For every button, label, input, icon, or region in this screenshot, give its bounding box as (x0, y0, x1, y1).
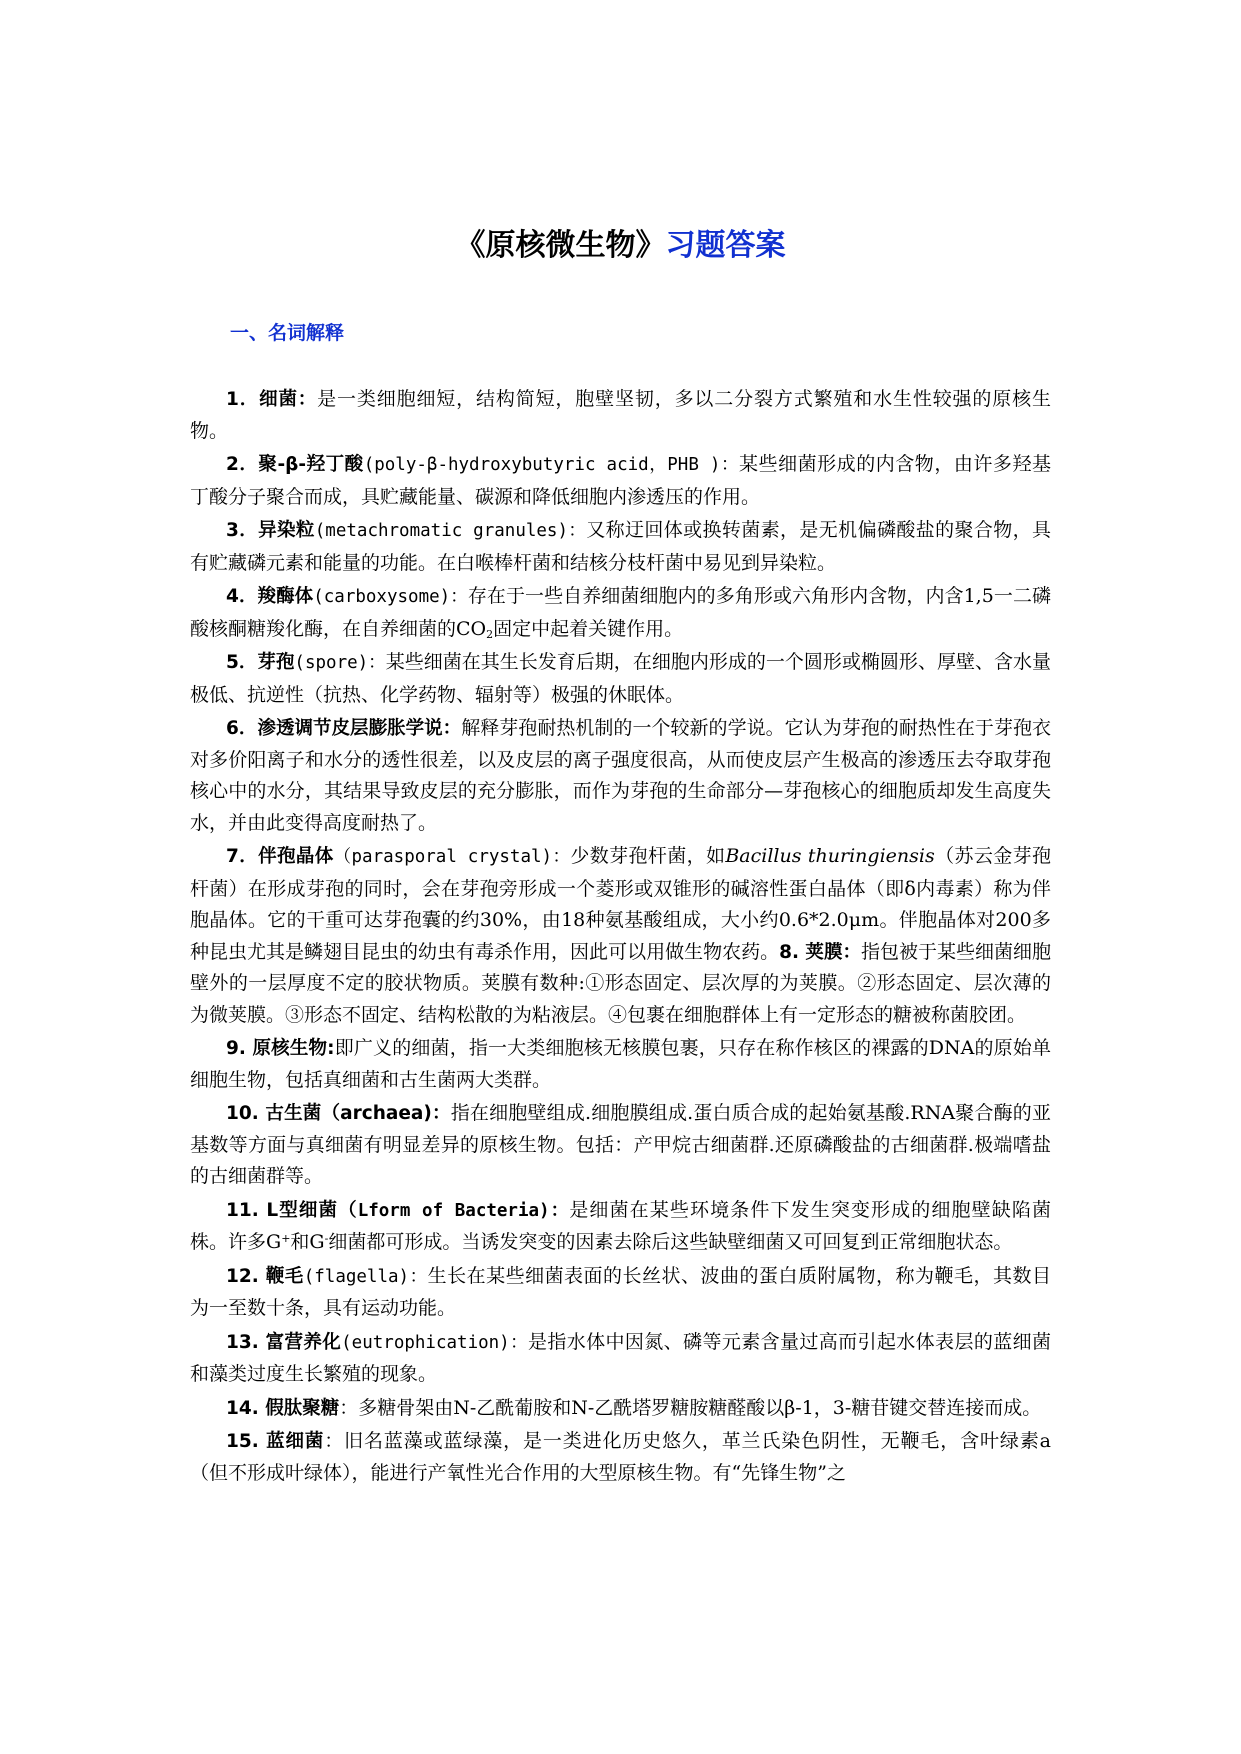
definition-term: 14. 假肽聚糖 (226, 1397, 340, 1419)
definition-term: 8. 荚膜： (779, 941, 861, 963)
definition-term: 11. L型细菌（ (226, 1199, 358, 1221)
definition-body-cont: （苏云金芽孢杆菌）在形成芽孢的同时，会在芽孢旁形成一个菱形或双锥形的碱溶性蛋白晶体（即δ内毒素）称为伴胞晶体。它的干重可达芽孢囊的约30%，由18种氨基酸组成，大小约0.6*2.0μm。伴胞晶体对200多种昆虫尤其是鳞翅目昆虫的幼虫有毒杀作用，因此可以用做生物农药。 (190, 845, 1051, 963)
definition-body: 某些细菌在其生长发育后期，在细胞内形成的一个圆形或椭圆形、厚壁、含水量极低、抗逆性（抗热、化学药物、辐射等）极强的休眠体。 (190, 651, 1051, 706)
definition-english: （parasporal crystal)： (333, 847, 571, 867)
definition-body: 是一类细胞细短，结构简短，胞壁坚韧，多以二分裂方式繁殖和水生性较强的原核生物。 (190, 388, 1051, 442)
definition-term: 6．渗透调节皮层膨胀学说： (226, 718, 462, 739)
definition-body-cont: 指包被于某些细菌细胞壁外的一层厚度不定的胶状物质。荚膜有数种:①形态固定、层次厚的为荚膜。②形态固定、层次薄的为微荚膜。③形态不固定、结构松散的为粘液层。④包裹在细胞群体上有一定形态的糖被称菌胶团。 (190, 940, 1051, 1026)
definition-item (190, 1098, 1051, 1193)
definition-body: 某些细菌形成的内含物，由许多羟基丁酸分子聚合而成，具贮藏能量、碳源和降低细胞内渗透压的作用。 (190, 453, 1051, 508)
definition-item (190, 515, 1051, 579)
definition-term: 1．细菌： (226, 389, 318, 410)
definition-body: 是细菌在某些环境条件下发生突变形成的细胞壁缺陷菌株。许多G (190, 1198, 1051, 1253)
latin-name: Bacillus thuringiensis (725, 845, 935, 867)
definition-body-cont: 和G (290, 1231, 325, 1253)
definition-english: (metachromatic granules)： (314, 521, 587, 541)
definition-body: 存在于一些自养细菌细胞内的多角形或六角形内含物，内含1,5一二磷酸核酮糖羧化酶，在自养细菌的CO (190, 585, 1052, 640)
definition-english: (carboxysome)： (313, 587, 468, 607)
definition-term: 4．羧酶体 (226, 586, 314, 607)
definition-item (190, 647, 1051, 711)
definition-item (190, 1393, 1051, 1425)
title-part-black: 《原核微生物》 (455, 228, 666, 263)
definition-body-cont: 细菌都可形成。当诱发突变的因素去除后这些缺壁细菌又可回复到正常细胞状态。 (328, 1231, 1013, 1253)
definition-item (190, 384, 1051, 447)
definition-body: ：多糖骨架由N-乙酰葡胺和N-乙酰塔罗糖胺糖醛酸以β-1，3-糖苷键交替连接而成。 (339, 1396, 1042, 1419)
definition-term: 12. 鞭毛 (226, 1265, 304, 1287)
definition-term: 7．伴孢晶体 (226, 846, 334, 867)
definition-term: 2．聚-β-羟丁酸 (226, 454, 364, 475)
definition-body: 解释芽孢耐热机制的一个较新的学说。它认为芽孢的耐热性在于芽孢衣对多价阳离子和水分的透性很差，以及皮层的离子强度很高，从而使皮层产生极高的渗透压去夺取芽孢核心中的水分，其结果导致皮层的充分膨胀，而作为芽孢的生命部分—芽孢核心的细胞质却发生高度失水，并由此变得高度耐热了。 (190, 717, 1051, 834)
definition-item (190, 581, 1051, 645)
definition-english: (eutrophication)： (341, 1332, 528, 1353)
document-title (0, 220, 1241, 264)
definition-english: (spore)： (294, 653, 386, 673)
definition-item (190, 449, 1051, 513)
definition-item (190, 1327, 1051, 1391)
superscript: - (324, 1232, 329, 1245)
definition-body: 生长在某些细菌表面的长丝状、波曲的蛋白质附属物，称为鞭毛，其数目为一至数十条，具有运动功能。 (190, 1264, 1051, 1319)
definition-item (190, 1195, 1051, 1259)
definition-item (190, 1261, 1051, 1325)
definition-body: 指在细胞壁组成.细胞膜组成.蛋白质合成的起始氨基酸.RNA聚合酶的亚基数等方面与真细菌有明显差异的原核生物。包括：产甲烷古细菌群.还原磷酸盐的古细菌群.极端嗜盐的古细菌群等。 (190, 1102, 1051, 1187)
definition-term: 13. 富营养化 (226, 1331, 342, 1353)
section-heading: 一、名词解释 (230, 322, 345, 344)
definition-body: 即广义的细菌，指一大类细胞核无核膜包裹，只存在称作核区的裸露的DNA的原始单细胞生物，包括真细菌和古生菌两大类群。 (190, 1037, 1051, 1091)
definition-term: 10. 古生菌（archaea)： (226, 1103, 451, 1124)
definition-item (190, 841, 1051, 1031)
definition-term: 15. 蓝细菌 (226, 1431, 325, 1452)
title-part-blue: 习题答案 (665, 228, 786, 263)
definition-body: 是指水体中因氮、磷等元素含量过高而引起水体表层的蓝细菌和藻类过度生长繁殖的现象。 (190, 1330, 1051, 1385)
definition-term: 9. 原核生物: (226, 1038, 335, 1059)
definition-english: Lform of Bacteria)： (357, 1200, 570, 1221)
definition-term: 3．异染粒 (226, 520, 315, 541)
definition-term: 5．芽孢 (226, 652, 295, 673)
definition-item (190, 713, 1051, 839)
definition-english: (flagella)： (303, 1266, 428, 1287)
definition-english: (poly-β-hydroxybutyric acid，PHB )： (363, 455, 740, 475)
subscript: 2 (486, 627, 494, 641)
definition-item (190, 1033, 1051, 1096)
definition-item (190, 1426, 1051, 1489)
definitions-list (190, 384, 1051, 1491)
definition-body: 又称迂回体或换转菌素，是无机偏磷酸盐的聚合物，具有贮藏磷元素和能量的功能。在白喉棒杆菌和结核分枝杆菌中易见到异染粒。 (190, 519, 1051, 574)
superscript: + (281, 1232, 291, 1245)
definition-body-cont: 固定中起着关键作用。 (493, 617, 684, 640)
definition-body: 少数芽孢杆菌，如 (570, 845, 726, 867)
definition-body: ：旧名蓝藻或蓝绿藻，是一类进化历史悠久，革兰氏染色阴性，无鞭毛，含叶绿素a（但不形成叶绿体），能进行产氧性光合作用的大型原核生物。有“先锋生物”之 (190, 1430, 1051, 1484)
